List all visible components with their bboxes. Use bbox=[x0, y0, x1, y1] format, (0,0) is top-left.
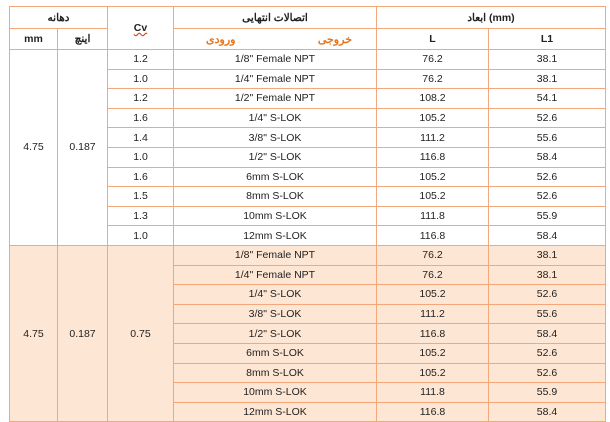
connection-cell: 3/8" S-LOK bbox=[174, 304, 377, 324]
l-cell: 108.2 bbox=[377, 89, 489, 109]
l1-cell: 52.6 bbox=[489, 108, 606, 128]
connection-cell: 3/8" S-LOK bbox=[174, 128, 377, 148]
l-cell: 111.2 bbox=[377, 304, 489, 324]
l-cell: 105.2 bbox=[377, 363, 489, 383]
group-2 bbox=[10, 245, 606, 421]
l-cell: 105.2 bbox=[377, 108, 489, 128]
l-cell: 76.2 bbox=[377, 50, 489, 70]
cv-cell: 1.2 bbox=[108, 50, 174, 70]
connection-cell: 1/2" S-LOK bbox=[174, 324, 377, 344]
l-cell: 105.2 bbox=[377, 285, 489, 305]
connection-cell: 1/4" Female NPT bbox=[174, 69, 377, 89]
header-outlet: خروجی bbox=[317, 33, 352, 46]
l1-cell: 54.1 bbox=[489, 89, 606, 109]
connection-cell: 1/2" Female NPT bbox=[174, 89, 377, 109]
l1-cell: 55.6 bbox=[489, 128, 606, 148]
l-cell: 76.2 bbox=[377, 265, 489, 285]
group-inch: 0.187 bbox=[58, 245, 108, 421]
connection-cell: 8mm S-LOK bbox=[174, 363, 377, 383]
connection-cell: 1/8" Female NPT bbox=[174, 245, 377, 265]
table-row bbox=[10, 245, 606, 265]
cv-cell: 1.3 bbox=[108, 206, 174, 226]
l1-cell: 58.4 bbox=[489, 324, 606, 344]
cv-cell: 1.0 bbox=[108, 226, 174, 246]
connection-cell: 12mm S-LOK bbox=[174, 226, 377, 246]
group-mm: 4.75 bbox=[10, 245, 58, 421]
l-cell: 111.8 bbox=[377, 206, 489, 226]
connection-cell: 1/4" S-LOK bbox=[174, 285, 377, 305]
header-connections: اتصالات انتهایی bbox=[174, 7, 377, 29]
header-l: L bbox=[377, 29, 489, 50]
l1-cell: 58.4 bbox=[489, 147, 606, 167]
l-cell: 76.2 bbox=[377, 69, 489, 89]
connection-cell: 10mm S-LOK bbox=[174, 383, 377, 403]
l-cell: 116.8 bbox=[377, 402, 489, 422]
cv-cell: 1.6 bbox=[108, 108, 174, 128]
l1-cell: 55.9 bbox=[489, 383, 606, 403]
cv-cell: 1.0 bbox=[108, 147, 174, 167]
l-cell: 105.2 bbox=[377, 187, 489, 207]
l1-cell: 38.1 bbox=[489, 265, 606, 285]
l-cell: 105.2 bbox=[377, 167, 489, 187]
header-cv: Cv bbox=[108, 7, 174, 50]
header-inlet-outlet bbox=[174, 29, 377, 50]
group-cv: 0.75 bbox=[108, 245, 174, 421]
header-inlet: ورودی bbox=[206, 33, 236, 46]
connection-cell: 1/2" S-LOK bbox=[174, 147, 377, 167]
cv-cell: 1.6 bbox=[108, 167, 174, 187]
l1-cell: 38.1 bbox=[489, 69, 606, 89]
l-cell: 111.2 bbox=[377, 128, 489, 148]
l1-cell: 55.6 bbox=[489, 304, 606, 324]
l1-cell: 55.9 bbox=[489, 206, 606, 226]
group-inch: 0.187 bbox=[58, 50, 108, 246]
l1-cell: 52.6 bbox=[489, 363, 606, 383]
cv-cell: 1.5 bbox=[108, 187, 174, 207]
group-1 bbox=[10, 50, 606, 246]
spec-table bbox=[9, 6, 606, 422]
l1-cell: 38.1 bbox=[489, 50, 606, 70]
connection-cell: 10mm S-LOK bbox=[174, 206, 377, 226]
cv-cell: 1.2 bbox=[108, 89, 174, 109]
connection-cell: 6mm S-LOK bbox=[174, 167, 377, 187]
table-row bbox=[10, 50, 606, 70]
l-cell: 116.8 bbox=[377, 324, 489, 344]
header-mm: mm bbox=[10, 29, 58, 50]
group-mm: 4.75 bbox=[10, 50, 58, 246]
connection-cell: 12mm S-LOK bbox=[174, 402, 377, 422]
connection-cell: 1/4" Female NPT bbox=[174, 265, 377, 285]
l-cell: 76.2 bbox=[377, 245, 489, 265]
l1-cell: 52.6 bbox=[489, 343, 606, 363]
l1-cell: 52.6 bbox=[489, 187, 606, 207]
l-cell: 111.8 bbox=[377, 383, 489, 403]
table-header bbox=[10, 7, 606, 50]
l-cell: 116.8 bbox=[377, 226, 489, 246]
header-inch: اینچ bbox=[58, 29, 108, 50]
cv-cell: 1.4 bbox=[108, 128, 174, 148]
header-nozzle: دهانه bbox=[10, 7, 108, 29]
l1-cell: 38.1 bbox=[489, 245, 606, 265]
l-cell: 116.8 bbox=[377, 147, 489, 167]
l-cell: 105.2 bbox=[377, 343, 489, 363]
l1-cell: 52.6 bbox=[489, 285, 606, 305]
l1-cell: 58.4 bbox=[489, 402, 606, 422]
l1-cell: 58.4 bbox=[489, 226, 606, 246]
l1-cell: 52.6 bbox=[489, 167, 606, 187]
connection-cell: 1/8" Female NPT bbox=[174, 50, 377, 70]
connection-cell: 1/4" S-LOK bbox=[174, 108, 377, 128]
header-dimensions: ابعاد (mm) bbox=[377, 7, 606, 29]
cv-cell: 1.0 bbox=[108, 69, 174, 89]
spec-table-container bbox=[9, 6, 605, 418]
header-l1: L1 bbox=[489, 29, 606, 50]
connection-cell: 6mm S-LOK bbox=[174, 343, 377, 363]
connection-cell: 8mm S-LOK bbox=[174, 187, 377, 207]
